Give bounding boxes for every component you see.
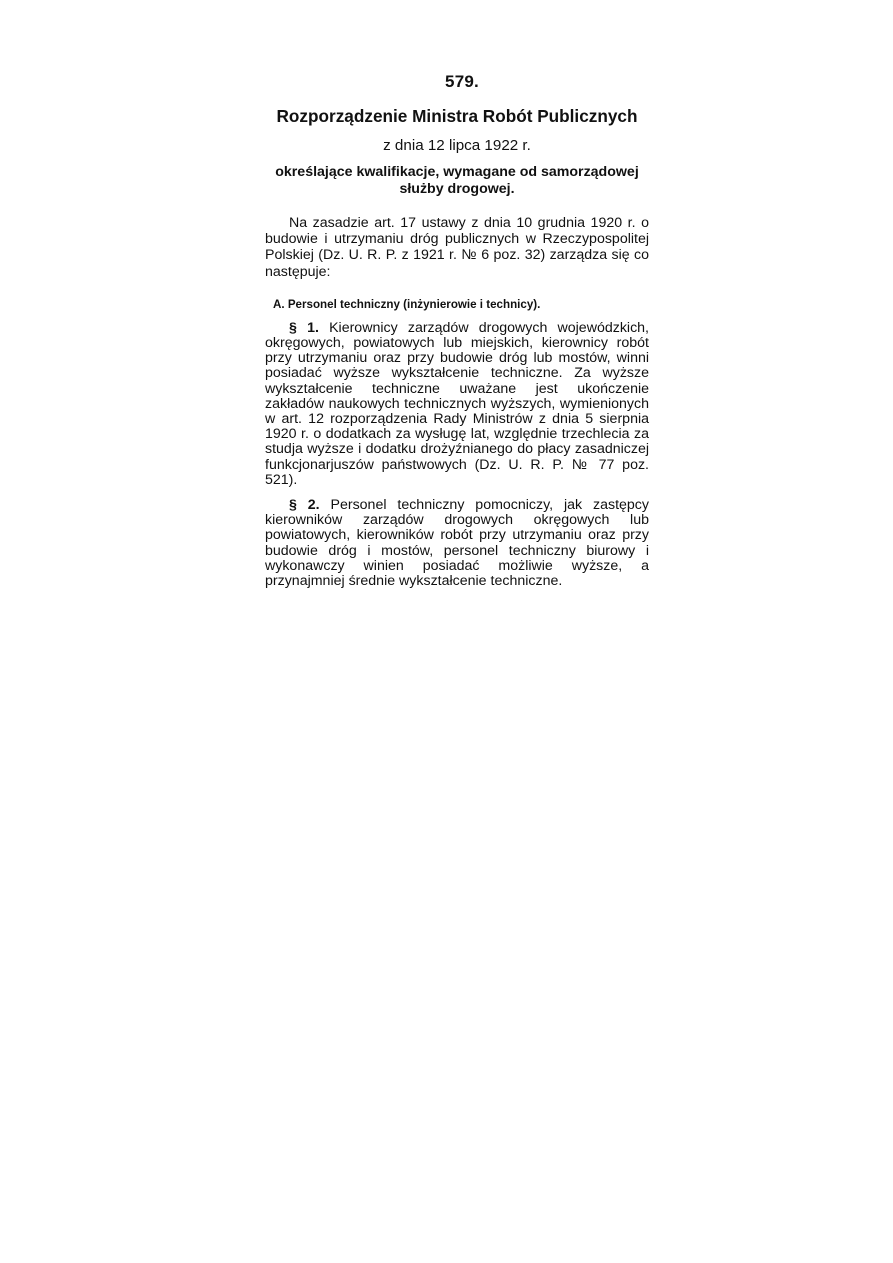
regulation-subtitle: określające kwalifikacje, wymagane od samorządowej służby drogowej. (275, 164, 639, 197)
page-number: 579. (445, 72, 479, 91)
paragraph-2-text: Personel techniczny pomocniczy, jak zastępcy kierowników zarządów drogowych okręgowych lub powiatowych, kierowników robót przy utrzymaniu oraz przy budowie dróg i mostów, personel techniczny biurowy i wykonawczy winien posiadać możliwie wyższe, a przynajmniej średnie wykształcenie techniczne. (265, 497, 649, 590)
regulation-date: z dnia 12 lipca 1922 r. (383, 137, 531, 154)
paragraph-1-label: § 1. (289, 319, 330, 336)
paragraph-2 (265, 498, 649, 589)
paragraph-2-label: § 2. (289, 497, 331, 514)
paragraph-1 (265, 321, 649, 488)
section-a-heading: A. Personel techniczny (inżynierowie i technicy). (273, 297, 541, 311)
text-column (265, 72, 649, 599)
intro-paragraph: Na zasadzie art. 17 ustawy z dnia 10 grudnia 1920 r. o budowie i utrzymaniu dróg publicznych w Rzeczypospolitej Polskiej (Dz. U. R. P. z 1921 r. № 6 poz. 32) zarządza się co następuje: (265, 215, 649, 280)
paragraph-1-text: Kierownicy zarządów drogowych wojewódzkich, okręgowych, powiatowych lub miejskich, kierownicy robót przy utrzymaniu oraz przy budowie dróg lub mostów, winni posiadać wyższe wykształcenie techniczne. Za wyższe wykształcenie techniczne uważane jest ukończenie zakładów naukowych technicznych wyższych, wymienionych w art. 12 rozporządzenia Rady Ministrów z dnia 5 sierpnia 1920 r. o dodatkach za wysługę lat, względnie trzechlecia za studja wyższe i dodatku drożyźnianego do płacy zasadniczej funkcjonarjuszów państwowych (Dz. U. R. P. № 77 poz. 521). (265, 319, 649, 488)
regulation-title: Rozporządzenie Ministra Robót Publicznych (276, 106, 638, 126)
